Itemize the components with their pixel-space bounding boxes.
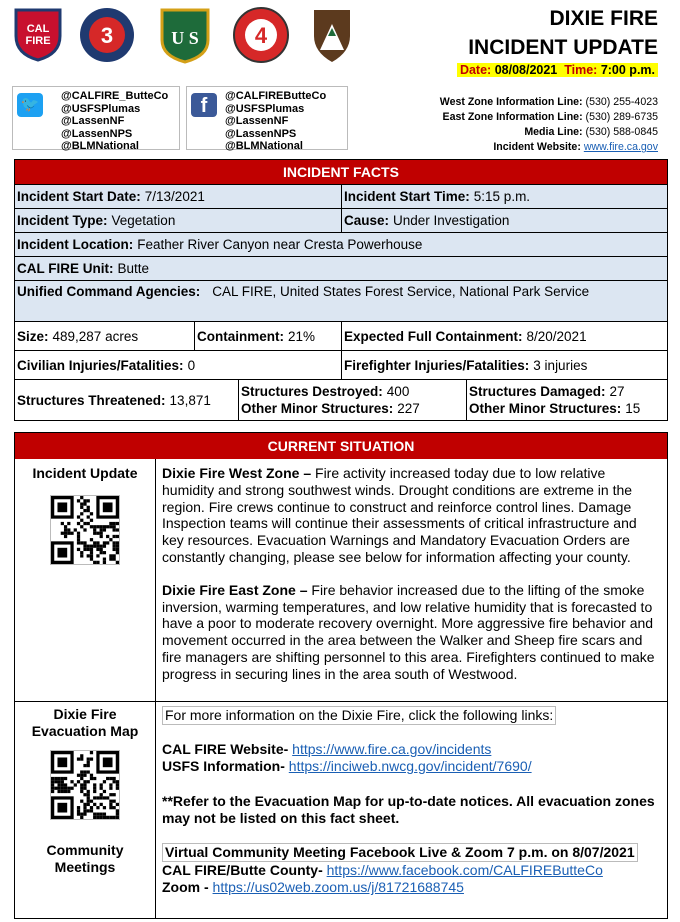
containment-label: Containment: xyxy=(197,328,284,344)
butte-county-facebook-link[interactable]: https://www.facebook.com/CALFIREButteCo xyxy=(326,862,603,878)
contact-info xyxy=(440,95,658,155)
table-row xyxy=(15,379,667,420)
facebook-icon[interactable]: f xyxy=(191,93,217,117)
incident-update-text-cell xyxy=(156,459,667,702)
evacuation-info-cell xyxy=(156,702,667,918)
twitter-handle[interactable]: @LassenNPS xyxy=(61,127,133,140)
firefighter-injuries-cell xyxy=(341,351,667,379)
containment-cell xyxy=(194,322,341,350)
location-cell xyxy=(15,233,667,256)
cause-label: Cause: xyxy=(344,213,390,228)
media-line-label: Media Line: xyxy=(524,126,583,138)
media-line-phone: (530) 588-0845 xyxy=(585,126,658,138)
west-zone-label: West Zone Information Line: xyxy=(439,96,583,108)
incident-management-team-3-logo xyxy=(78,6,130,62)
structures-destroyed-cell xyxy=(238,380,466,420)
evacuation-notice: **Refer to the Evacuation Map for up-to-date notices. All evacuation zones may not be listed on this fact sheet. xyxy=(162,793,655,826)
usfs-info-label: USFS Information- xyxy=(162,758,285,774)
other-minor-damaged-value: 15 xyxy=(625,401,641,416)
table-row xyxy=(15,350,667,379)
start-time-cell xyxy=(341,185,667,208)
incident-facts-table xyxy=(14,159,668,421)
civilian-injuries-value: 0 xyxy=(187,357,196,373)
table-row xyxy=(15,256,667,280)
svg-text:3: 3 xyxy=(100,23,114,48)
current-situation-heading: CURRENT SITUATION xyxy=(15,433,667,459)
national-park-service-logo xyxy=(310,6,362,62)
table-row xyxy=(15,280,667,321)
unit-label: CAL FIRE Unit: xyxy=(17,261,114,276)
incident-facts-heading: INCIDENT FACTS xyxy=(15,160,667,184)
expected-containment-cell xyxy=(341,322,667,350)
location-value: Feather River Canyon near Cresta Powerhouse xyxy=(137,237,423,252)
structures-threatened-cell xyxy=(15,380,238,420)
twitter-icon[interactable]: 🐦 xyxy=(17,93,43,117)
other-minor-destroyed-value: 227 xyxy=(397,401,420,416)
unit-cell xyxy=(15,257,667,280)
incident-type-label: Incident Type: xyxy=(17,213,108,228)
twitter-handle[interactable]: @LassenNF xyxy=(61,115,125,127)
incident-update-qr-code[interactable] xyxy=(50,495,120,565)
table-row xyxy=(15,232,667,256)
table-row xyxy=(15,208,667,232)
structures-destroyed-value: 400 xyxy=(386,384,410,399)
other-minor-structures-label: Other Minor Structures: xyxy=(241,401,394,416)
incident-website-link[interactable]: www.fire.ca.gov xyxy=(583,141,658,153)
structures-destroyed-label: Structures Destroyed: xyxy=(241,384,383,399)
incident-update-label-cell xyxy=(15,459,156,702)
community-meetings-label: Community Meetings xyxy=(46,842,124,875)
team-4-logo xyxy=(232,6,284,62)
start-time-value: 5:15 p.m. xyxy=(473,189,531,204)
current-situation-table xyxy=(14,432,668,919)
firefighter-injuries-value: 3 injuries xyxy=(533,357,588,373)
east-zone-phone: (530) 289-6735 xyxy=(585,111,658,123)
facebook-box xyxy=(186,86,348,150)
more-info-text: For more information on the Dixie Fire, click the following links: xyxy=(162,706,556,725)
zoom-meeting-link[interactable]: https://us02web.zoom.us/j/81721688745 xyxy=(212,879,464,895)
unit-value: Butte xyxy=(117,261,150,276)
calfire-website-link[interactable]: https://www.fire.ca.gov/incidents xyxy=(292,741,492,757)
location-label: Incident Location: xyxy=(17,237,134,252)
svg-text:FIRE: FIRE xyxy=(25,35,51,47)
cal-fire-logo xyxy=(12,6,64,62)
facebook-handle[interactable]: @CALFIREButteCo xyxy=(225,90,327,102)
incident-type-value: Vegetation xyxy=(111,213,176,228)
website-label: Incident Website: xyxy=(493,141,581,153)
civilian-injuries-cell xyxy=(15,351,341,379)
containment-value: 21% xyxy=(288,328,316,344)
twitter-handle[interactable]: @CALFIRE_ButteCo xyxy=(61,90,169,102)
agencies-value: CAL FIRE, United States Forest Service, National Park Service xyxy=(212,284,590,299)
cause-value: Under Investigation xyxy=(393,213,510,228)
title-line-1: DIXIE FIRE xyxy=(549,7,658,30)
butte-county-label: CAL FIRE/Butte County- xyxy=(162,862,323,878)
zoom-label: Zoom - xyxy=(162,879,209,895)
svg-text:U S: U S xyxy=(171,28,199,48)
start-date-label: Incident Start Date: xyxy=(17,189,141,204)
facebook-handle[interactable]: @LassenNPS xyxy=(225,127,297,140)
expected-containment-label: Expected Full Containment: xyxy=(344,328,523,344)
other-minor-structures-label: Other Minor Structures: xyxy=(469,401,622,416)
west-zone-text: Fire activity increased today due to low relative humidity and strong southwest winds. Drought conditions are extreme in the region. Fire crews continue to construct and reinforce control lines. Damage Inspection teams will continue their assessments of critical infrastructure and key resources. Evacuation Warnings and Mandatory Evacuation Orders are constantly changing, please see below for information affecting your county. xyxy=(162,465,637,565)
date-value: 08/08/2021 xyxy=(494,63,558,77)
evacuation-map-qr-code[interactable] xyxy=(50,750,120,820)
civilian-injuries-label: Civilian Injuries/Fatalities: xyxy=(17,357,184,373)
facebook-handle[interactable]: @BLMNational xyxy=(225,140,303,152)
incident-type-cell xyxy=(15,209,341,232)
cause-cell xyxy=(341,209,667,232)
structures-damaged-label: Structures Damaged: xyxy=(469,384,606,399)
table-row xyxy=(15,321,667,350)
east-zone-text: Fire behavior increased due to the lifting of the smoke inversion, warming temperatures, and low relative humidity that is forecasted to have a poor to moderate recovery overnight. More aggressive fire behavior and movement occurred in the area between the Walker and Sheep fire scars and fire managers are shifting personnel to this area. Firefighters continued to make progress in securing lines in the area south of Westwood. xyxy=(162,581,655,682)
size-cell xyxy=(15,322,194,350)
start-time-label: Incident Start Time: xyxy=(344,189,470,204)
structures-threatened-value: 13,871 xyxy=(169,392,211,408)
date-label: Date: xyxy=(459,63,492,77)
title-line-2: INCIDENT UPDATE xyxy=(468,36,658,59)
evacuation-map-label: Dixie Fire Evacuation Map xyxy=(31,706,139,739)
usfs-info-link[interactable]: https://inciweb.nwcg.gov/incident/7690/ xyxy=(288,758,532,774)
evacuation-map-label-cell xyxy=(15,702,156,918)
west-zone-phone: (530) 255-4023 xyxy=(585,96,658,108)
twitter-handle[interactable]: @BLMNational xyxy=(61,140,139,152)
expected-containment-value: 8/20/2021 xyxy=(526,328,587,344)
structures-threatened-label: Structures Threatened: xyxy=(17,392,166,408)
us-forest-service-logo xyxy=(158,6,210,62)
facebook-handle[interactable]: @USFSPlumas xyxy=(225,102,305,115)
structures-damaged-cell xyxy=(466,380,667,420)
table-row xyxy=(15,184,667,208)
time-value: 7:00 p.m. xyxy=(600,63,655,77)
start-date-value: 7/13/2021 xyxy=(144,189,205,204)
firefighter-injuries-label: Firefighter Injuries/Fatalities: xyxy=(344,357,530,373)
west-zone-title: Dixie Fire West Zone – xyxy=(162,465,312,481)
east-zone-title: Dixie Fire East Zone – xyxy=(162,581,308,598)
incident-update-label: Incident Update xyxy=(32,465,138,481)
time-label: Time: xyxy=(564,63,598,77)
calfire-website-label: CAL FIRE Website- xyxy=(162,741,289,757)
size-value: 489,287 acres xyxy=(52,328,139,344)
east-zone-label: East Zone Information Line: xyxy=(442,111,583,123)
agencies-label: Unified Command Agencies: xyxy=(17,284,201,299)
facebook-handle[interactable]: @LassenNF xyxy=(225,115,289,127)
twitter-box xyxy=(12,86,180,150)
svg-text:CAL: CAL xyxy=(26,23,50,35)
twitter-handle[interactable]: @USFSPlumas xyxy=(61,102,141,115)
start-date-cell xyxy=(15,185,341,208)
structures-damaged-value: 27 xyxy=(609,384,625,399)
date-time-line xyxy=(457,63,658,77)
document-title xyxy=(468,4,658,62)
svg-text:4: 4 xyxy=(254,23,268,48)
agencies-cell xyxy=(15,281,667,321)
size-label: Size: xyxy=(17,328,49,344)
meeting-title: Virtual Community Meeting Facebook Live & Zoom 7 p.m. on 8/07/2021 xyxy=(162,843,638,862)
